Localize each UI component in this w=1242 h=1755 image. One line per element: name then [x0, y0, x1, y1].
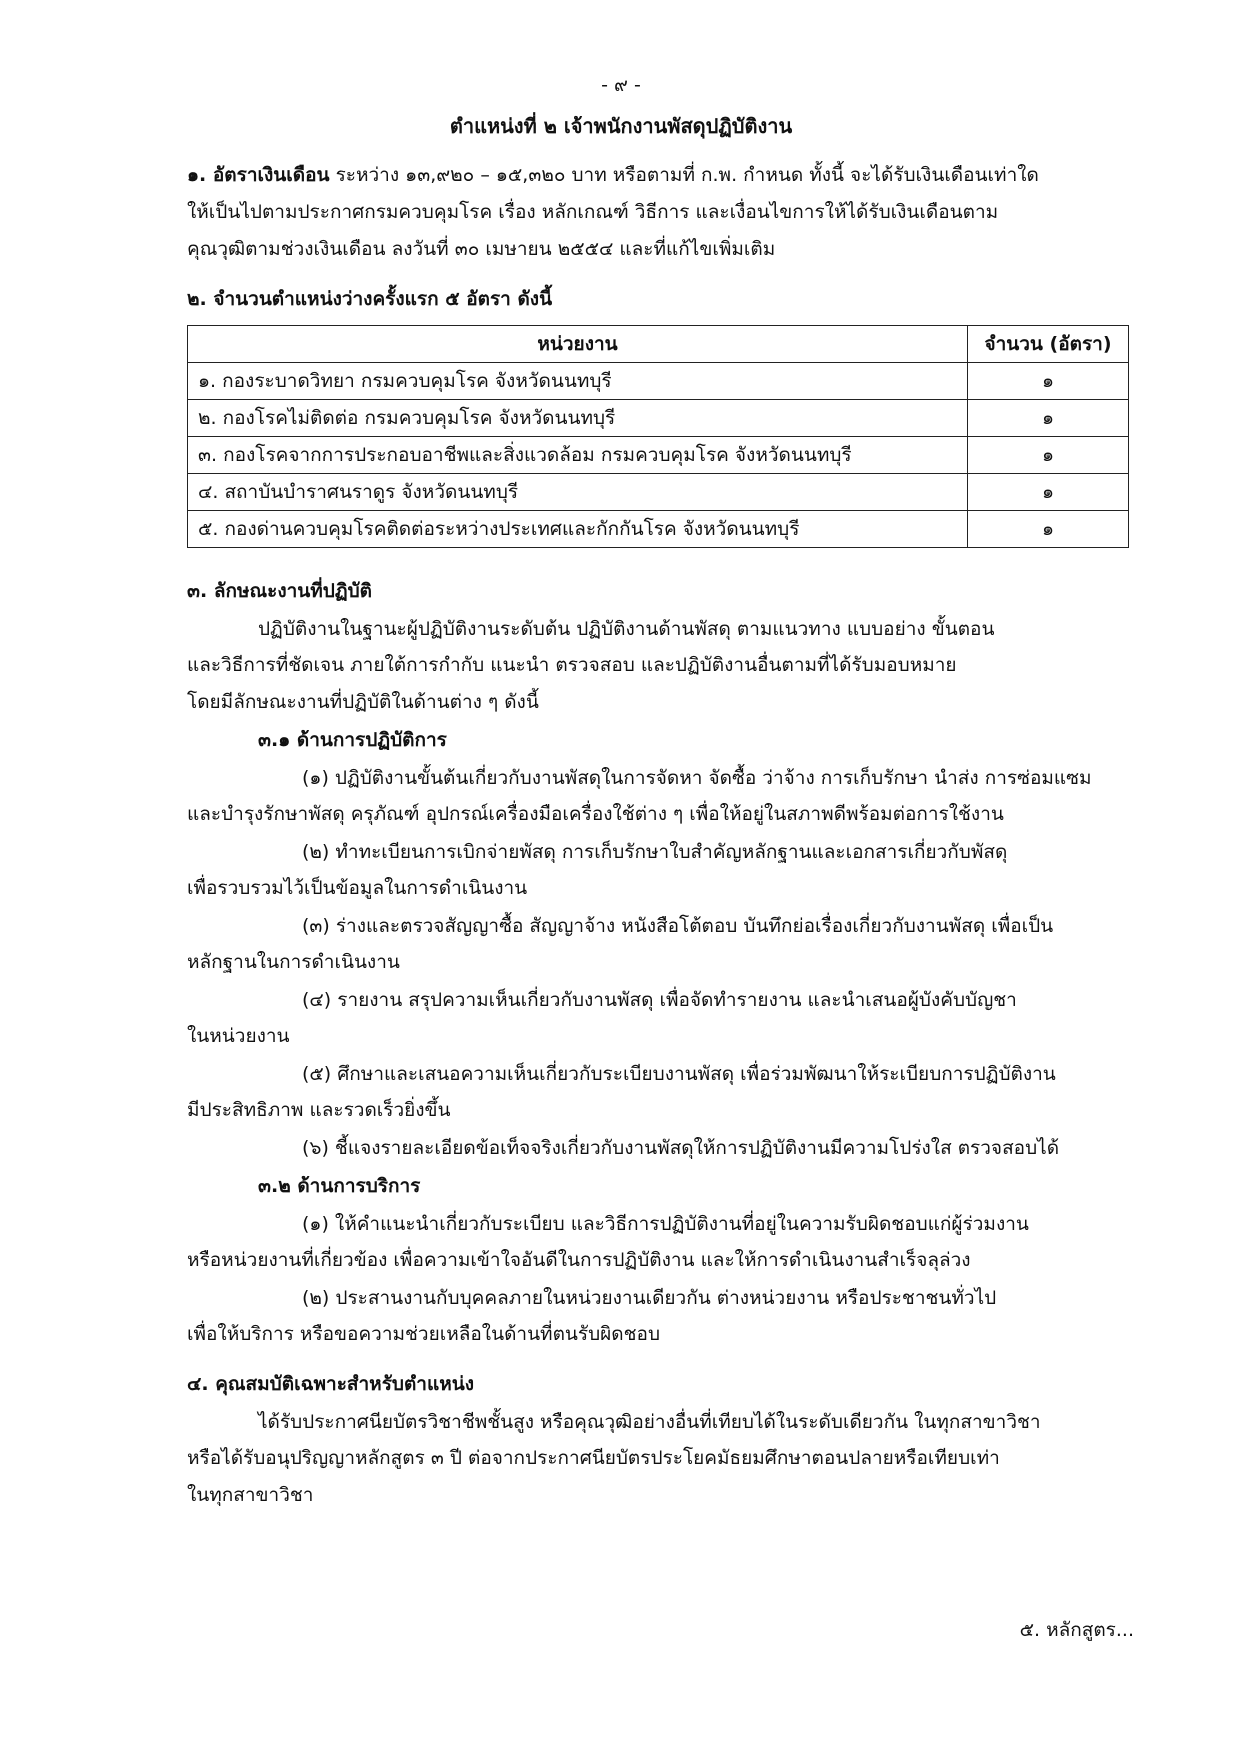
item-31-4a: (๔) รายงาน สรุปความเห็นเกี่ยวกับงานพัสดุ เพื่อจัดทำรายงาน และนำเสนอผู้บังคับบัญชา: [302, 989, 1017, 1011]
item-31-3b: หลักฐานในการดำเนินงาน: [187, 951, 400, 973]
row-unit: ๕. กองด่านควบคุมโรคติดต่อระหว่างประเทศและกักกันโรค จังหวัดนนทบุรี: [188, 511, 968, 548]
table-row: [188, 400, 1129, 437]
row-unit: ๑. กองระบาดวิทยา กรมควบคุมโรค จังหวัดนนทบุรี: [188, 363, 968, 400]
row-count: ๑: [968, 511, 1129, 548]
section1-line3: คุณวุฒิตามช่วงเงินเดือน ลงวันที่ ๓๐ เมษายน ๒๕๕๔ และที่แก้ไขเพิ่มเติม: [187, 238, 776, 260]
item-31-3a: (๓) ร่างและตรวจสัญญาซื้อ สัญญาจ้าง หนังสือโต้ตอบ บันทึกย่อเรื่องเกี่ยวกับงานพัสดุ เพื่อเป็น: [302, 915, 1054, 937]
subsection-31-heading: ๓.๑ ด้านการปฏิบัติการ: [258, 729, 447, 751]
item-31-1b: และบำรุงรักษาพัสดุ ครุภัณฑ์ อุปกรณ์เครื่องมือเครื่องใช้ต่าง ๆ เพื่อให้อยู่ในสภาพดีพร้อมต่อการใช้งาน: [187, 803, 1004, 825]
section1-line1: [187, 162, 1039, 188]
section1-line2: ให้เป็นไปตามประกาศกรมควบคุมโรค เรื่อง หลักเกณฑ์ วิธีการ และเงื่อนไขการให้ได้รับเงินเดือนตาม: [187, 201, 999, 223]
item-32-1b: หรือหน่วยงานที่เกี่ยวข้อง เพื่อความเข้าใจอันดีในการปฏิบัติงาน และให้การดำเนินงานสำเร็จลุล่วง: [187, 1249, 971, 1271]
subsection-32-heading: ๓.๒ ด้านการบริการ: [258, 1175, 421, 1197]
row-unit: ๔. สถาบันบำราศนราดูร จังหวัดนนทบุรี: [188, 474, 968, 511]
item-31-5a: (๕) ศึกษาและเสนอความเห็นเกี่ยวกับระเบียบงานพัสดุ เพื่อร่วมพัฒนาให้ระเบียบการปฏิบัติงาน: [302, 1063, 1056, 1085]
section2-heading: ๒. จำนวนตำแหน่งว่างครั้งแรก ๕ อัตรา ดังนี้: [187, 288, 553, 310]
page-number: - ๙ -: [601, 74, 641, 96]
section3-intro1: ปฏิบัติงานในฐานะผู้ปฏิบัติงานระดับต้น ปฏิบัติงานด้านพัสดุ ตามแนวทาง แบบอย่าง ขั้นตอน: [258, 618, 995, 640]
table-row: [188, 474, 1129, 511]
table-row: [188, 511, 1129, 548]
table-row: [188, 437, 1129, 474]
table-row: [188, 363, 1129, 400]
row-unit: ๓. กองโรคจากการประกอบอาชีพและสิ่งแวดล้อม กรมควบคุมโรค จังหวัดนนทบุรี: [188, 437, 968, 474]
section4-line3: ในทุกสาขาวิชา: [187, 1484, 314, 1506]
item-31-2a: (๒) ทำทะเบียนการเบิกจ่ายพัสดุ การเก็บรักษาใบสำคัญหลักฐานและเอกสารเกี่ยวกับพัสดุ: [302, 841, 1008, 863]
section3-intro2: และวิธีการที่ชัดเจน ภายใต้การกำกับ แนะนำ ตรวจสอบ และปฏิบัติงานอื่นตามที่ได้รับมอบหมาย: [187, 654, 957, 676]
item-32-2b: เพื่อให้บริการ หรือขอความช่วยเหลือในด้านที่ตนรับผิดชอบ: [187, 1323, 661, 1345]
item-31-1a: (๑) ปฏิบัติงานขั้นต้นเกี่ยวกับงานพัสดุในการจัดหา จัดซื้อ ว่าจ้าง การเก็บรักษา นำส่ง การซ่อมแซม: [302, 767, 1092, 789]
row-count: ๑: [968, 437, 1129, 474]
item-32-2a: (๒) ประสานงานกับบุคคลภายในหน่วยงานเดียวกัน ต่างหน่วยงาน หรือประชาชนทั่วไป: [302, 1287, 997, 1309]
units-table: [187, 325, 1129, 548]
section4-heading: ๔. คุณสมบัติเฉพาะสำหรับตำแหน่ง: [187, 1373, 475, 1395]
item-31-6: (๖) ชี้แจงรายละเอียดข้อเท็จจริงเกี่ยวกับงานพัสดุให้การปฏิบัติงานมีความโปร่งใส ตรวจสอบได้: [302, 1137, 1060, 1159]
row-count: ๑: [968, 474, 1129, 511]
section3-heading: ๓. ลักษณะงานที่ปฏิบัติ: [187, 580, 372, 602]
section4-line1: ได้รับประกาศนียบัตรวิชาชีพชั้นสูง หรือคุณวุฒิอย่างอื่นที่เทียบได้ในระดับเดียวกัน ในทุกสาขาวิชา: [258, 1411, 1041, 1433]
row-count: ๑: [968, 363, 1129, 400]
item-31-5b: มีประสิทธิภาพ และรวดเร็วยิ่งขึ้น: [187, 1099, 451, 1121]
section1-heading: ๑. อัตราเงินเดือน: [187, 164, 330, 186]
item-32-1a: (๑) ให้คำแนะนำเกี่ยวกับระเบียบ และวิธีการปฏิบัติงานที่อยู่ในความรับผิดชอบแก่ผู้ร่วมงาน: [302, 1213, 1029, 1235]
row-count: ๑: [968, 400, 1129, 437]
col-count-header: จำนวน (อัตรา): [968, 326, 1129, 363]
table-header-row: [188, 326, 1129, 363]
col-unit-header: หน่วยงาน: [188, 326, 968, 363]
item-31-2b: เพื่อรวบรวมไว้เป็นข้อมูลในการดำเนินงาน: [187, 877, 528, 899]
section4-line2: หรือได้รับอนุปริญญาหลักสูตร ๓ ปี ต่อจากประกาศนียบัตรประโยคมัธยมศึกษาตอนปลายหรือเทียบเท่า: [187, 1447, 1000, 1469]
page-title: ตำแหน่งที่ ๒ เจ้าพนักงานพัสดุปฏิบัติงาน: [449, 114, 793, 138]
section1-line1-text: ระหว่าง ๑๓,๙๒๐ – ๑๕,๓๒๐ บาท หรือตามที่ ก.พ. กำหนด ทั้งนี้ จะได้รับเงินเดือนเท่าใด: [335, 164, 1039, 186]
item-31-4b: ในหน่วยงาน: [187, 1025, 290, 1047]
row-unit: ๒. กองโรคไม่ติดต่อ กรมควบคุมโรค จังหวัดนนทบุรี: [188, 400, 968, 437]
continuation-note: ๕. หลักสูตร...: [1019, 1619, 1134, 1641]
section3-intro3: โดยมีลักษณะงานที่ปฏิบัติในด้านต่าง ๆ ดังนี้: [187, 691, 539, 713]
